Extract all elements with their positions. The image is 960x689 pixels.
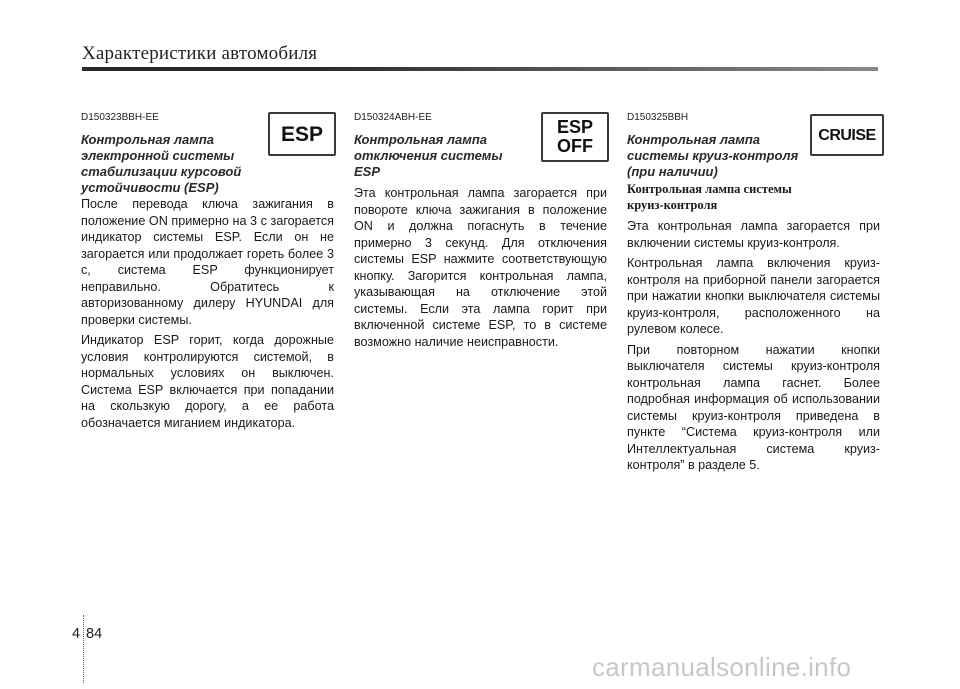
section-heading [627, 132, 817, 180]
esp-off-icon-line: OFF [557, 136, 593, 156]
heading-line: Контрольная лампа [354, 132, 487, 147]
section-heading [81, 132, 256, 196]
cruise-indicator-icon [810, 114, 884, 156]
esp-indicator-icon [268, 112, 336, 156]
column-cruise [627, 112, 880, 478]
paragraph: Индикатор ESP горит, когда дорожные условия контролируются системой, в нормальных условиях он выключен. Система ESP включается при попадании на скользкую дорогу, а ее работа обозначается миганием индикатора. [81, 333, 334, 430]
cruise-icon-label: CRUISE [818, 126, 876, 144]
paragraph: После перевода ключа зажигания в положение ON примерно на 3 с загорается индикатор системы ESP. Если он не загорается или продолжает гореть более 3 с, система ESP функционирует неправильно. Обратитесь к авторизованному дилеру HYUNDAI для проверки системы. [81, 197, 334, 327]
heading-line: (при наличии) [627, 164, 718, 179]
section-code: D150325BBH [627, 112, 689, 123]
esp-off-icon-line: ESP [556, 117, 594, 137]
subheading-line: круиз-контроля [627, 198, 718, 212]
heading-line: Контрольная лампа [81, 132, 214, 147]
heading-line: отключения системы [354, 148, 503, 163]
chapter-number: 4 [72, 626, 81, 642]
section-subheading [627, 181, 880, 213]
page-number [72, 626, 102, 642]
esp-off-icon-label [557, 118, 593, 156]
heading-line: Контрольная лампа [627, 132, 760, 147]
heading-line: устойчивости (ESP) [81, 180, 219, 195]
paragraph: Эта контрольная лампа загорается при включении системы круиз-контроля. [627, 219, 880, 250]
paragraph: Контрольная лампа включения круиз-контроля на приборной панели загорается при нажатии кнопки выключателя системы круиз-контроля, расположенного на рулевом колесе. [627, 256, 880, 336]
heading-line: стабилизации курсовой [81, 164, 242, 179]
header-title: Характеристики автомобиля [82, 43, 318, 64]
section-code: D150323BBH-EE [81, 112, 159, 123]
heading-line: системы круиз-контроля [627, 148, 799, 163]
paragraph: При повторном нажатии кнопки выключателя системы круиз-контроля контрольная лампа гаснет. Более подробная информация об использовании системы круиз-контроля приведена в пункте “Система круиз-контроля или Интеллектуальная система круиз-контроля” в разделе 5. [627, 342, 880, 472]
subheading-line: Контрольная лампа системы [627, 182, 792, 196]
esp-off-indicator-icon [541, 112, 609, 162]
heading-line: электронной системы [81, 148, 235, 163]
esp-icon-label: ESP [280, 122, 324, 146]
header-rule [82, 67, 878, 71]
column-esp [81, 112, 334, 435]
section-heading [354, 132, 529, 180]
watermark: carmanualsonline.info [592, 652, 852, 682]
paragraph: Эта контрольная лампа загорается при повороте ключа зажигания в положение ON и должна погаснуть в течение примерно 3 секунд. Для отключения системы ESP нажмите соответствующую кнопку. Загорится контрольная лампа, указывающая на отключение этой системы. Если эта лампа горит при включенной системе ESP, то в системе возможно наличие неисправности. [354, 186, 607, 349]
heading-line: ESP [354, 164, 381, 179]
section-code: D150324ABH-EE [354, 112, 432, 123]
page-number-value: 84 [86, 626, 103, 642]
